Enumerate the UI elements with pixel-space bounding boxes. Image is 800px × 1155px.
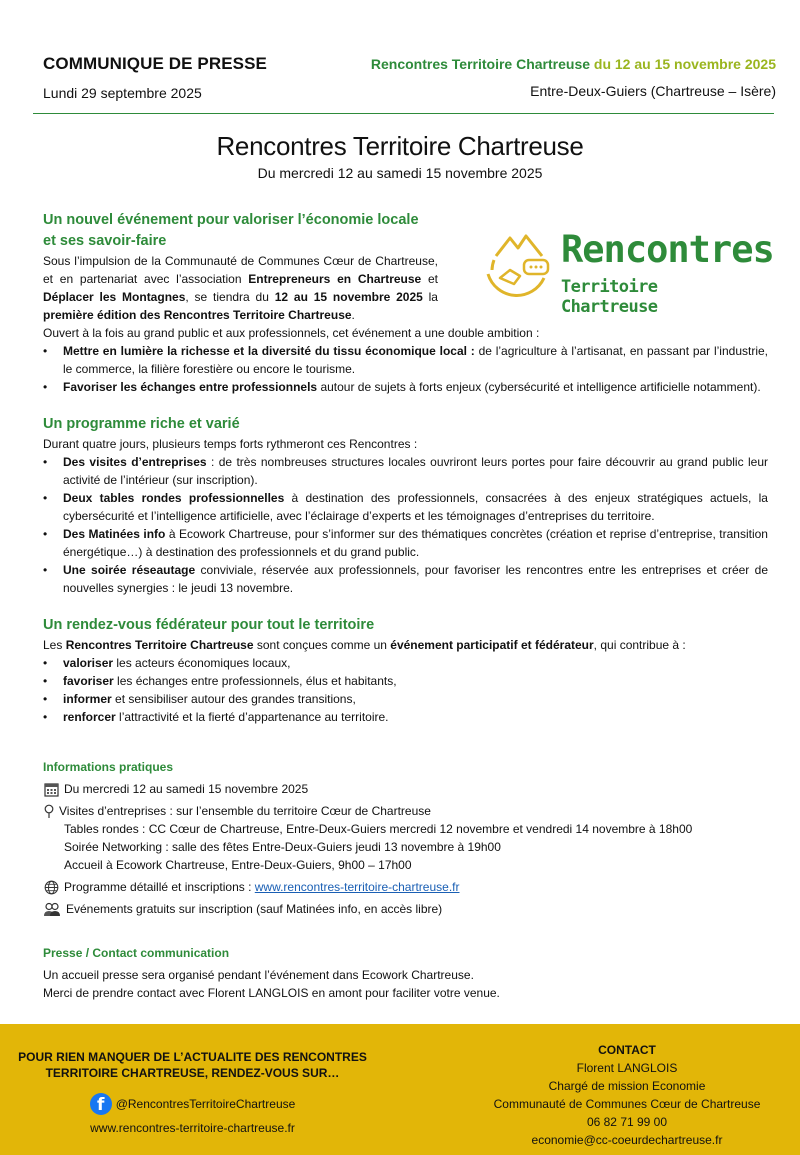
press-header-right — [371, 56, 776, 99]
section-economy — [43, 210, 768, 396]
item-bold: Des visites d’entreprises — [63, 455, 207, 469]
press-line-1: Un accueil presse sera organisé pendant l’événement dans Ecowork Chartreuse. — [43, 968, 474, 982]
info-place-networking: Soirée Networking : salle des fêtes Entre-Deux-Guiers jeudi 13 novembre à 19h00 — [64, 840, 501, 854]
contact-heading: CONTACT — [598, 1043, 656, 1057]
list-item — [43, 708, 768, 726]
event-name-bold: Rencontres Territoire Chartreuse — [65, 638, 254, 652]
logo-title: Rencontres — [561, 228, 774, 271]
footer-cta-line: POUR RIEN MANQUER DE L’ACTUALITE DES RENCONTRES — [18, 1050, 367, 1064]
program-link[interactable]: www.rencontres-territoire-chartreuse.fr — [254, 880, 460, 894]
event-nature-bold: événement participatif et fédérateur — [390, 638, 594, 652]
list-item — [43, 378, 768, 396]
info-free-row — [43, 900, 773, 918]
section-heading — [43, 210, 768, 252]
info-heading: Informations pratiques — [43, 760, 174, 774]
info-place-tables: Tables rondes : CC Cœur de Chartreuse, Entre-Deux-Guiers mercredi 12 novembre et vendredi 14 novembre à 18h00 — [64, 822, 693, 836]
page-title: Rencontres Territoire Chartreuse — [216, 131, 584, 161]
facebook-link[interactable] — [0, 1093, 385, 1115]
text: . — [351, 308, 355, 322]
globe-icon — [43, 879, 59, 895]
heading-line: et ses savoir-faire — [43, 233, 167, 249]
item-bold: renforcer — [63, 710, 116, 724]
item-bold: Mettre en lumière la richesse et la diversité du tissu économique local : — [63, 344, 475, 358]
item-text: les acteurs économiques locaux, — [113, 656, 291, 670]
program-intro: Durant quatre jours, plusieurs temps forts rythmeront ces Rencontres : — [43, 437, 418, 451]
item-text: : de très nombreuses structures locales ouvriront leurs portes pour faire découvrir au grand public leur activité de l’intérieur (sur inscription). — [63, 455, 769, 487]
section-federating — [43, 615, 768, 726]
item-bold: Une soirée réseautage — [63, 563, 196, 577]
contact-name: Florent LANGLOIS — [576, 1061, 678, 1075]
section-heading: Un rendez-vous fédérateur pour tout le territoire — [43, 617, 375, 633]
text: Sous l’impulsion de la Communauté de Communes Cœur de Chartreuse, et en partenariat avec l’association — [43, 254, 438, 286]
item-bold: favoriser — [63, 674, 114, 688]
info-free: Evénements gratuits sur inscription (sauf Matinées info, en accès libre) — [66, 902, 443, 916]
list-item — [43, 453, 768, 489]
text: , se tiendra du — [185, 290, 275, 304]
facebook-icon[interactable]: f — [90, 1093, 112, 1115]
item-bold: valoriser — [63, 656, 114, 670]
first-edition: première édition des Rencontres Territoire Chartreuse — [43, 308, 352, 322]
heading-line: Un nouvel événement pour valoriser l’économie locale — [43, 212, 419, 228]
location-pin-icon — [43, 803, 55, 819]
header-divider — [33, 113, 774, 114]
ambition-paragraph: Ouvert à la fois au grand public et aux professionnels, cet événement a une double ambition : — [43, 326, 540, 340]
ambition-list — [43, 342, 768, 396]
item-text: autour de sujets à forts enjeux (cybersécurité et intelligence artificielle notamment). — [317, 380, 761, 394]
item-bold: Deux tables rondes professionnelles — [63, 491, 285, 505]
text: , qui contribue à : — [593, 638, 686, 652]
info-dates-row — [43, 780, 773, 798]
press-line-2: Merci de prendre contact avec Florent LANGLOIS en amont pour faciliter votre venue. — [43, 986, 500, 1000]
people-icon — [43, 901, 61, 917]
item-bold: Favoriser les échanges entre professionnels — [63, 380, 318, 394]
item-text: l’attractivité et la fierté d’appartenance au territoire. — [115, 710, 389, 724]
list-item — [43, 690, 768, 708]
item-text: et sensibiliser autour des grandes transitions, — [111, 692, 356, 706]
press-header-left — [43, 54, 267, 101]
item-text: à destination des professionnels, consacrées à des enjeux stratégiques actuels, la cybersécurité et l’intelligence artificielle, avec l’éclairage d’experts et les témoignages d’entreprises du territoire. — [63, 491, 768, 523]
contact-phone: 06 82 71 99 00 — [586, 1115, 668, 1129]
text: et — [421, 272, 439, 286]
intro-paragraph — [43, 252, 438, 324]
text: la — [422, 290, 438, 304]
program-list — [43, 453, 768, 597]
event-dates-bold: 12 au 15 novembre 2025 — [274, 290, 423, 304]
section-heading: Un programme riche et varié — [43, 416, 240, 432]
press-release-label: COMMUNIQUE DE PRESSE — [43, 54, 267, 73]
text: Les — [43, 638, 66, 652]
list-item — [43, 561, 768, 597]
logo-subtitle: Territoire Chartreuse — [561, 277, 658, 317]
event-dates: du 12 au 15 novembre 2025 — [593, 56, 776, 72]
item-text: les échanges entre professionnels, élus et habitants, — [113, 674, 397, 688]
goals-list — [43, 654, 768, 726]
federating-intro — [43, 636, 768, 654]
item-bold: informer — [63, 692, 112, 706]
item-bold: Des Matinées info — [63, 527, 166, 541]
info-place-visits: Visites d’entreprises : sur l’ensemble du territoire Cœur de Chartreuse — [59, 804, 431, 818]
press-heading: Presse / Contact communication — [43, 946, 230, 960]
info-program-row — [43, 878, 773, 896]
event-name: Rencontres Territoire Chartreuse — [370, 56, 591, 72]
release-date: Lundi 29 septembre 2025 — [43, 85, 202, 101]
list-item — [43, 489, 768, 525]
list-item — [43, 654, 768, 672]
item-text: conviviale, réservée aux professionnels, pour favoriser les rencontres entre les entreprises et créer de nouvelles synergies : le jeudi 13 novembre. — [63, 563, 769, 595]
info-dates: Du mercredi 12 au samedi 15 novembre 2025 — [64, 782, 309, 796]
info-place-row — [43, 802, 773, 820]
list-item — [43, 342, 768, 378]
page-subtitle: Du mercredi 12 au samedi 15 novembre 2025 — [257, 165, 543, 181]
partner-name: Déplacer les Montagnes — [43, 290, 186, 304]
partner-name: Entrepreneurs en Chartreuse — [248, 272, 422, 286]
practical-info — [43, 758, 773, 918]
contact-email[interactable]: economie@cc-coeurdechartreuse.fr — [531, 1133, 723, 1147]
contact-role: Chargé de mission Economie — [548, 1079, 706, 1093]
footer-website[interactable]: www.rencontres-territoire-chartreuse.fr — [90, 1121, 295, 1135]
footer-follow — [0, 1049, 385, 1135]
footer-contact — [462, 1041, 792, 1149]
text: sont conçues comme un — [253, 638, 391, 652]
facebook-handle[interactable]: @RencontresTerritoireChartreuse — [115, 1097, 296, 1111]
event-location: Entre-Deux-Guiers (Chartreuse – Isère) — [530, 83, 776, 99]
list-item — [43, 672, 768, 690]
item-text: à Ecowork Chartreuse, pour s’informer sur des thématiques concrètes (création et reprise d’entreprise, transition énergétique…) à destination des professionnels et du grand public. — [63, 527, 768, 559]
item-text: de l’agriculture à l’artisanat, en passant par l’industrie, le commerce, la filière forestière ou encore le tourisme. — [63, 344, 768, 376]
calendar-icon — [43, 781, 59, 797]
contact-org: Communauté de Communes Cœur de Chartreuse — [493, 1097, 761, 1111]
list-item — [43, 525, 768, 561]
event-heading — [371, 56, 776, 72]
press-contact — [43, 944, 773, 1002]
info-program-label: Programme détaillé et inscriptions : — [64, 880, 252, 894]
footer-band — [0, 1024, 800, 1155]
footer-cta-line: TERRITOIRE CHARTREUSE, RENDEZ-VOUS SUR… — [45, 1066, 340, 1080]
info-place-welcome: Accueil à Ecowork Chartreuse, Entre-Deux-Guiers, 9h00 – 17h00 — [64, 858, 412, 872]
section-program — [43, 414, 768, 597]
